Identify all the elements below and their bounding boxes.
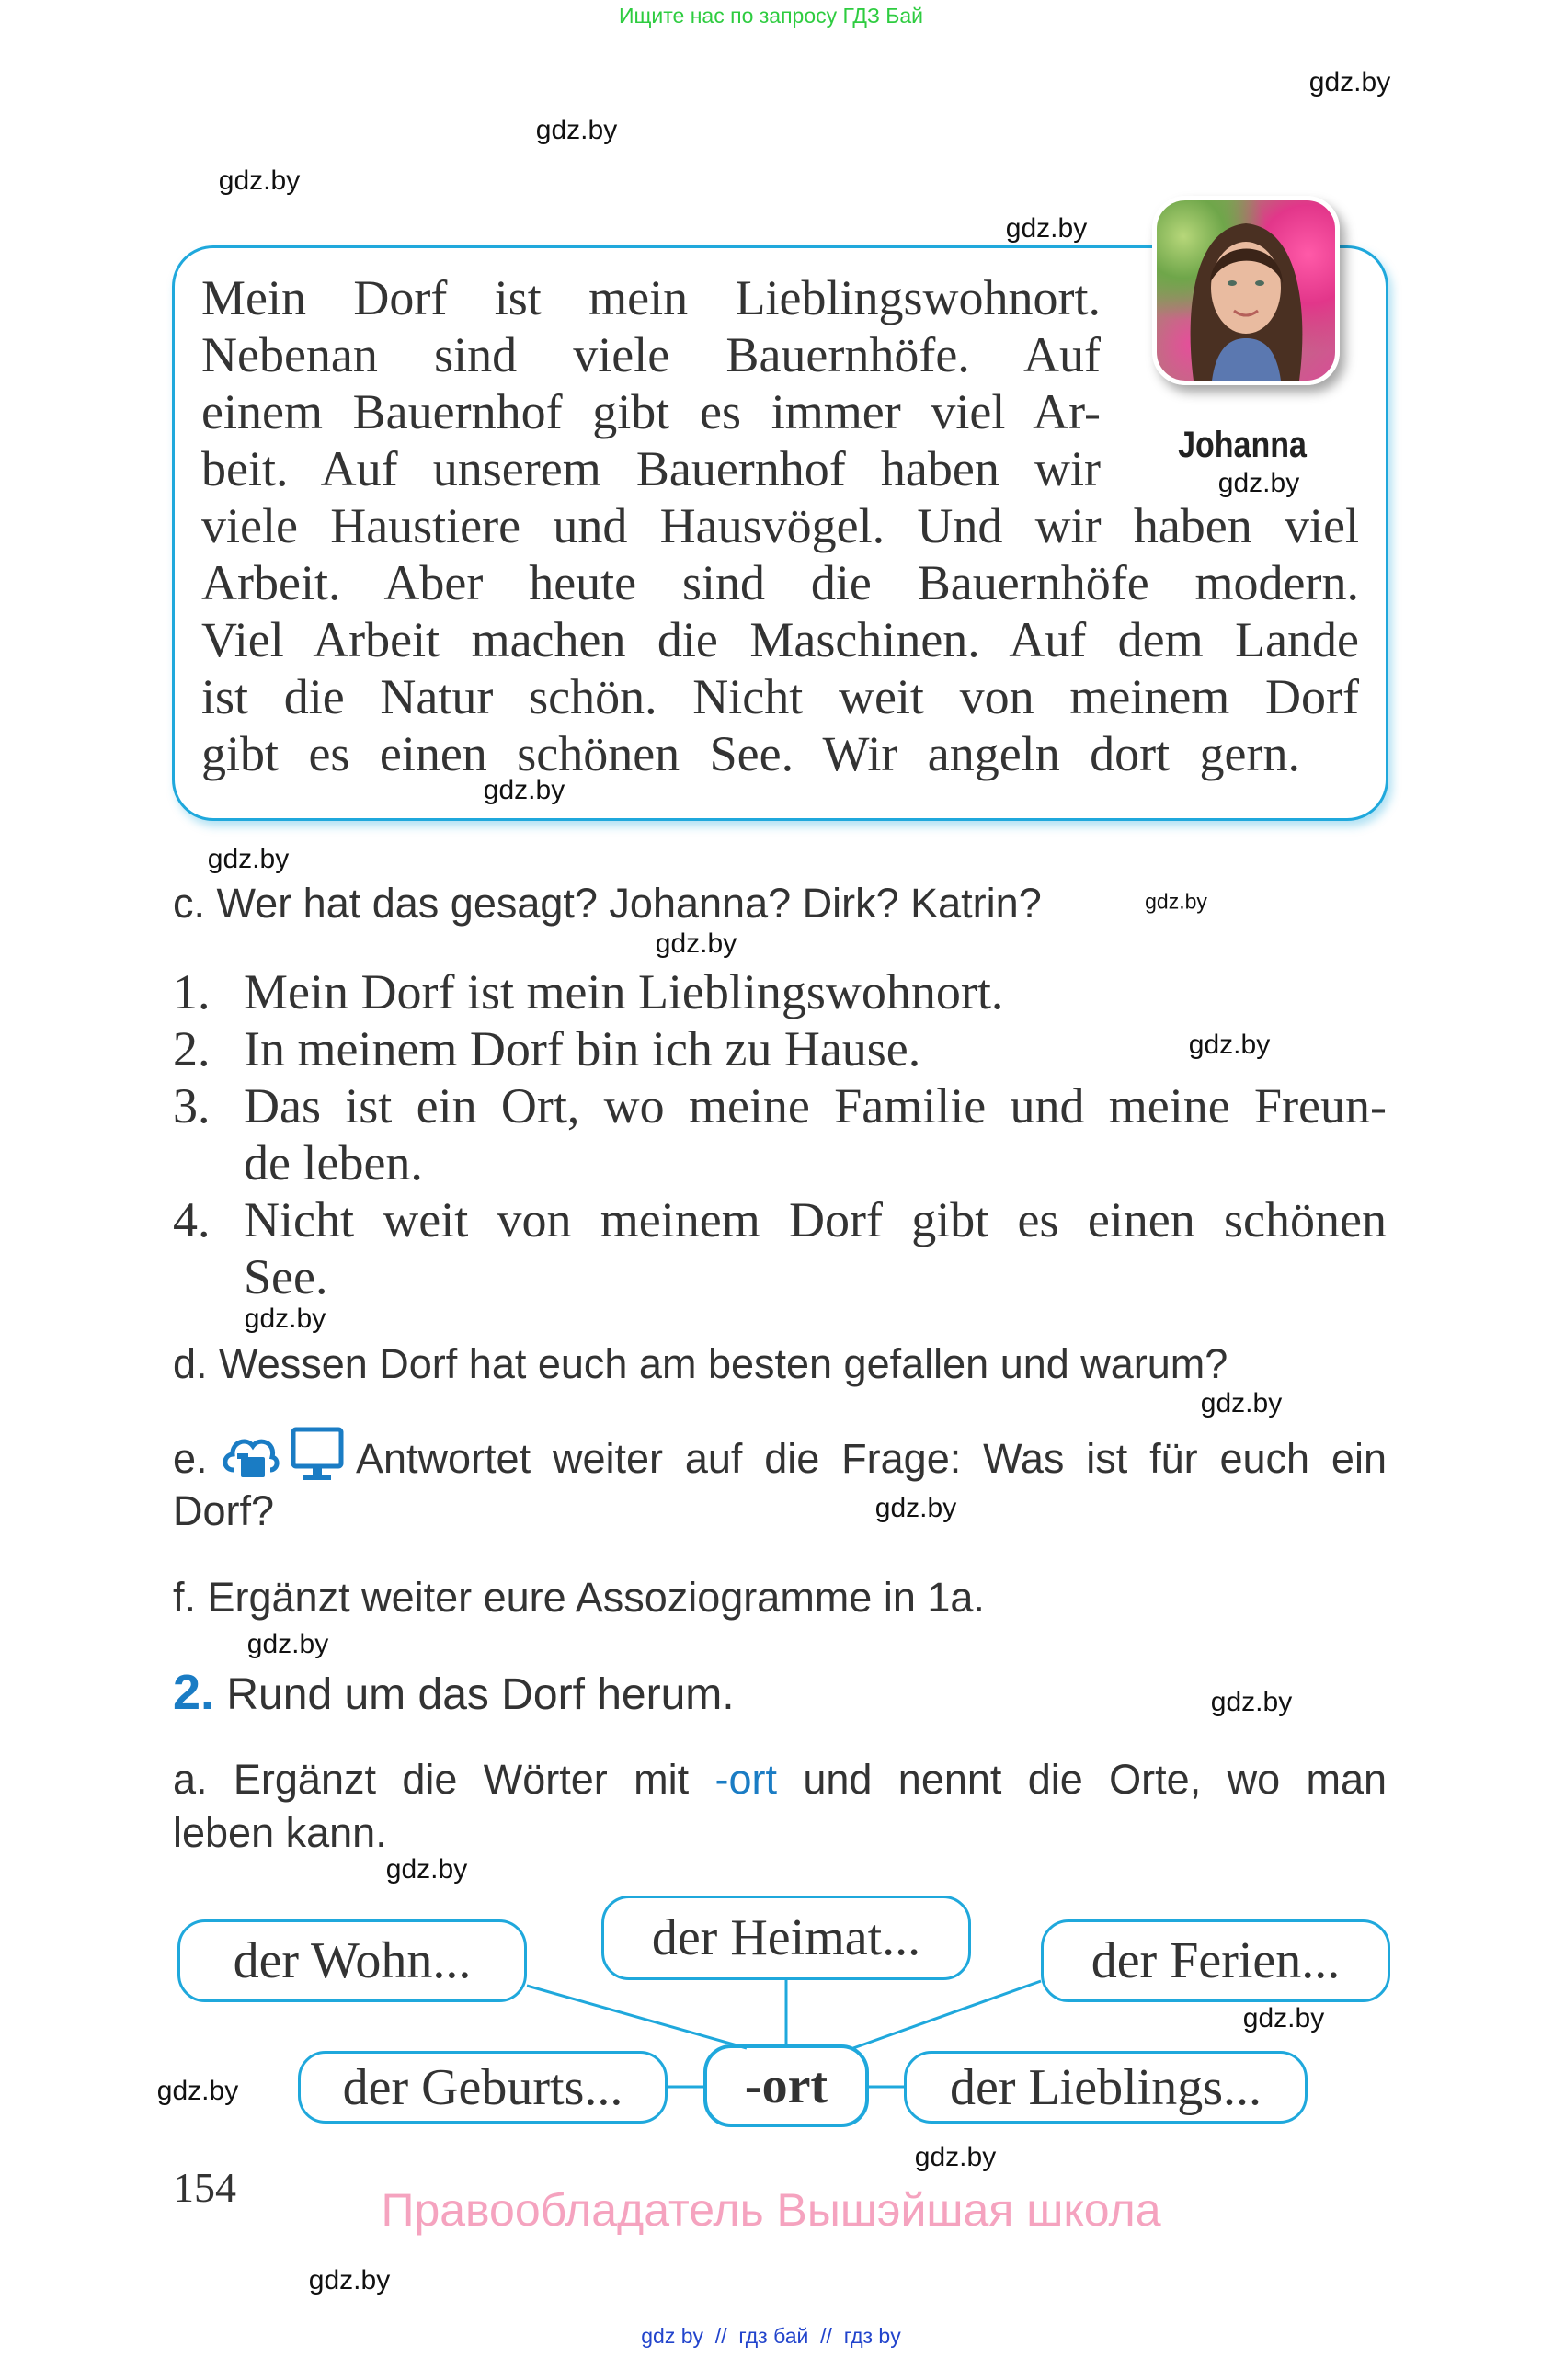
watermark: gdz.by [1210, 1687, 1293, 1717]
watermark: gdz.by [1188, 1030, 1271, 1060]
watermark: gdz.by [1242, 2003, 1325, 2033]
task-a-highlight: -ort [714, 1756, 777, 1803]
text-line: Nebenan sind viele Bauernhöfe. Auf [201, 327, 1101, 382]
watermark: gdz.by [218, 165, 301, 196]
watermark: gdz.by [244, 1304, 326, 1334]
list-item: Das ist ein Ort, wo meine Familie und meine Freun- [244, 1078, 1387, 1133]
exercise-number: 2. [173, 1665, 215, 1720]
task-c-question: c. Wer hat das gesagt? Johanna? Dirk? Katrin? [173, 880, 1042, 927]
text-line: beit. Auf unserem Bauernhof haben wir [201, 441, 1101, 496]
task-a-text: und nennt die Orte, wo man [776, 1756, 1387, 1803]
list-item-continued: See. [244, 1249, 328, 1304]
watermark: gdz.by [385, 1854, 468, 1885]
list-number: 2. [173, 1021, 211, 1076]
connector-line [853, 1981, 1041, 2048]
text-line: gibt es einen schönen See. Wir angeln dort gern. [201, 726, 1300, 781]
task-f-question: f. Ergänzt weiter eure Assoziogramme in 1a. [173, 1574, 985, 1621]
watermark: gdz.by [308, 2265, 391, 2295]
text-line: ist die Natur schön. Nicht weit von meinem Dorf [201, 669, 1359, 724]
diagram-node: der Heimat... [601, 1896, 971, 1980]
diagram-node: der Wohn... [177, 1919, 527, 2002]
diagram-node: der Geburts... [298, 2051, 668, 2124]
list-number: 1. [173, 964, 211, 1019]
watermark: gdz.by [914, 2142, 997, 2172]
list-number: 4. [173, 1192, 211, 1247]
exercise-title-text: Rund um das Dorf herum. [226, 1670, 735, 1719]
text-line: Mein Dorf ist mein Lieblingswohnort. [201, 270, 1101, 325]
list-item: Nicht weit von meinem Dorf gibt es einen schönen [244, 1192, 1387, 1247]
search-hint: Ищите нас по запросу ГДЗ Бай [618, 4, 924, 28]
footer-links[interactable]: gdz by // гдз бай // гдз by [641, 2324, 901, 2348]
diagram-node: der Lieblings... [904, 2051, 1308, 2124]
task-d-question: d. Wessen Dorf hat euch am besten gefallen und warum? [173, 1340, 1228, 1387]
watermark: gdz.by [655, 928, 737, 959]
diagram-center-node: -ort [703, 2044, 869, 2127]
list-item: Mein Dorf ist mein Lieblingswohnort. [244, 964, 1004, 1019]
watermark: gdz.by [1145, 889, 1207, 914]
task-a-text: a. Ergänzt die Wörter mit [173, 1756, 715, 1803]
task-e-prefix: e. [173, 1435, 208, 1482]
text-line: Arbeit. Aber heute sind die Bauernhöfe modern. [201, 555, 1359, 610]
connector-line [527, 1986, 747, 2048]
speaker-name: Johanna [1178, 425, 1307, 465]
watermark: gdz.by [207, 844, 290, 874]
watermark: gdz.by [874, 1493, 957, 1523]
watermark: gdz.by [1217, 468, 1300, 498]
text-line: Viel Arbeit machen die Maschinen. Auf dem Lande [201, 612, 1359, 667]
text-line: viele Haustiere und Hausvögel. Und wir haben viel [201, 498, 1359, 553]
watermark: gdz.by [1200, 1388, 1283, 1418]
task-a-question-cont: leben kann. [173, 1809, 387, 1856]
watermark: gdz.by [246, 1629, 329, 1659]
diagram-node: der Ferien... [1041, 1919, 1390, 2002]
copyright-notice: Правообладатель Вышэйшая школа [381, 2184, 1161, 2236]
task-e-question: Antwortet weiter auf die Frage: Was ist für euch ein [356, 1435, 1387, 1482]
list-item: In meinem Dorf bin ich zu Hause. [244, 1021, 921, 1076]
task-e-question-cont: Dorf? [173, 1487, 275, 1534]
watermark: gdz.by [535, 115, 618, 145]
watermark: gdz.by [1308, 67, 1391, 97]
watermark: gdz.by [483, 775, 565, 805]
text-line: einem Bauernhof gibt es immer viel Ar- [201, 384, 1101, 439]
watermark: gdz.by [156, 2076, 239, 2106]
list-item-continued: de leben. [244, 1135, 423, 1190]
watermark: gdz.by [1005, 213, 1088, 244]
page-number: 154 [173, 2164, 236, 2211]
list-number: 3. [173, 1078, 211, 1133]
